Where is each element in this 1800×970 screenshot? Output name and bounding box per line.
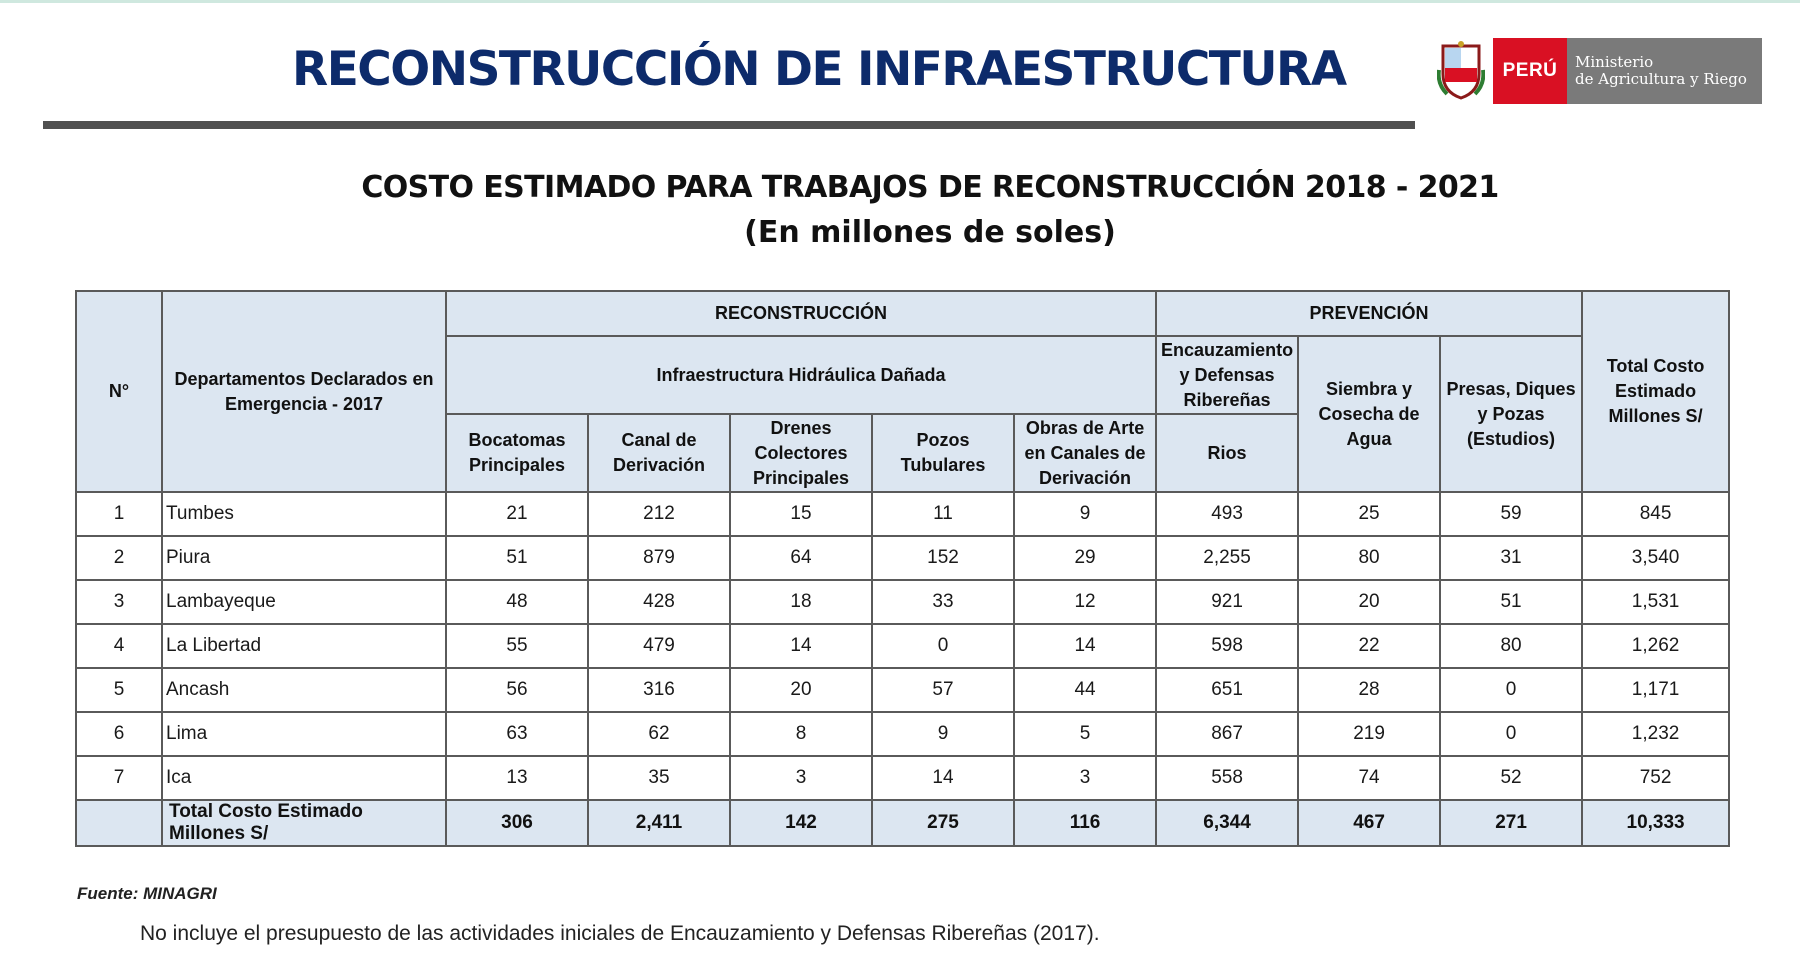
cell-obras: 14 xyxy=(1014,624,1156,668)
cell-rios: 598 xyxy=(1156,624,1298,668)
header-infra-hidraulica: Infraestructura Hidráulica Dañada xyxy=(446,336,1156,414)
cell-pozos: 33 xyxy=(872,580,1014,624)
cell-presas: 51 xyxy=(1440,580,1582,624)
header-drenes: Drenes Colectores Principales xyxy=(730,414,872,492)
total-siembra: 467 xyxy=(1298,800,1440,846)
table-row xyxy=(76,624,1729,668)
department-name: Ancash xyxy=(162,668,446,712)
page-title: RECONSTRUCCIÓN DE INFRAESTRUCTURA xyxy=(292,42,1346,97)
department-name: Lima xyxy=(162,712,446,756)
totals-label: Total Costo Estimado Millones S/ xyxy=(162,800,446,846)
table-title: COSTO ESTIMADO PARA TRABAJOS DE RECONSTRUCCIÓN 2018 - 2021 xyxy=(361,170,1499,205)
header-total: Total Costo Estimado Millones S/ xyxy=(1582,291,1729,492)
cell-pozos: 57 xyxy=(872,668,1014,712)
header-obras: Obras de Arte en Canales de Derivación xyxy=(1014,414,1156,492)
cell-pozos: 152 xyxy=(872,536,1014,580)
header-reconstruccion: RECONSTRUCCIÓN xyxy=(446,291,1156,336)
row-number: 2 xyxy=(76,536,162,580)
row-number: 1 xyxy=(76,492,162,536)
cell-pozos: 11 xyxy=(872,492,1014,536)
cell-total: 752 xyxy=(1582,756,1729,800)
cell-obras: 3 xyxy=(1014,756,1156,800)
cell-obras: 5 xyxy=(1014,712,1156,756)
peru-brand: PERÚ xyxy=(1493,38,1567,104)
cell-pozos: 9 xyxy=(872,712,1014,756)
cell-drenes: 15 xyxy=(730,492,872,536)
cell-canal: 62 xyxy=(588,712,730,756)
cell-bocatomas: 51 xyxy=(446,536,588,580)
cell-siembra: 22 xyxy=(1298,624,1440,668)
cell-presas: 59 xyxy=(1440,492,1582,536)
cell-siembra: 80 xyxy=(1298,536,1440,580)
total-obras: 116 xyxy=(1014,800,1156,846)
cell-obras: 44 xyxy=(1014,668,1156,712)
cell-rios: 867 xyxy=(1156,712,1298,756)
cell-total: 1,232 xyxy=(1582,712,1729,756)
cell-presas: 52 xyxy=(1440,756,1582,800)
cell-presas: 0 xyxy=(1440,712,1582,756)
row-number: 6 xyxy=(76,712,162,756)
cell-canal: 316 xyxy=(588,668,730,712)
header-presas: Presas, Diques y Pozas (Estudios) xyxy=(1440,336,1582,492)
cell-siembra: 25 xyxy=(1298,492,1440,536)
table-row xyxy=(76,756,1729,800)
cell-total: 845 xyxy=(1582,492,1729,536)
cell-canal: 879 xyxy=(588,536,730,580)
cell-obras: 9 xyxy=(1014,492,1156,536)
ministry-line-1: Ministerio xyxy=(1575,53,1654,71)
department-name: La Libertad xyxy=(162,624,446,668)
cell-bocatomas: 63 xyxy=(446,712,588,756)
cell-total: 1,531 xyxy=(1582,580,1729,624)
total-presas: 271 xyxy=(1440,800,1582,846)
cell-rios: 651 xyxy=(1156,668,1298,712)
cell-bocatomas: 48 xyxy=(446,580,588,624)
header-no: N° xyxy=(76,291,162,492)
row-number: 7 xyxy=(76,756,162,800)
cost-table xyxy=(75,290,1730,847)
total-rios: 6,344 xyxy=(1156,800,1298,846)
top-accent-line xyxy=(0,0,1800,3)
cell-total: 3,540 xyxy=(1582,536,1729,580)
cell-siembra: 20 xyxy=(1298,580,1440,624)
table-row xyxy=(76,580,1729,624)
table-row xyxy=(76,668,1729,712)
cell-canal: 479 xyxy=(588,624,730,668)
table-row xyxy=(76,492,1729,536)
cell-drenes: 8 xyxy=(730,712,872,756)
cell-siembra: 219 xyxy=(1298,712,1440,756)
cell-presas: 80 xyxy=(1440,624,1582,668)
coat-of-arms-icon xyxy=(1437,40,1485,102)
table-subtitle: (En millones de soles) xyxy=(744,215,1116,250)
cell-pozos: 14 xyxy=(872,756,1014,800)
header-canal: Canal de Derivación xyxy=(588,414,730,492)
total-drenes: 142 xyxy=(730,800,872,846)
header-bocatomas: Bocatomas Principales xyxy=(446,414,588,492)
total-pozos: 275 xyxy=(872,800,1014,846)
header-siembra: Siembra y Cosecha de Agua xyxy=(1298,336,1440,492)
cell-bocatomas: 21 xyxy=(446,492,588,536)
total-grand: 10,333 xyxy=(1582,800,1729,846)
cell-presas: 0 xyxy=(1440,668,1582,712)
header-rios: Rios xyxy=(1156,414,1298,492)
cell-siembra: 28 xyxy=(1298,668,1440,712)
cell-bocatomas: 13 xyxy=(446,756,588,800)
total-bocatomas: 306 xyxy=(446,800,588,846)
cell-drenes: 20 xyxy=(730,668,872,712)
cell-canal: 212 xyxy=(588,492,730,536)
title-divider xyxy=(43,121,1415,129)
cell-canal: 35 xyxy=(588,756,730,800)
ministry-line-2: de Agricultura y Riego xyxy=(1575,70,1747,88)
row-number: 3 xyxy=(76,580,162,624)
source-note: Fuente: MINAGRI xyxy=(77,884,217,903)
cell-total: 1,171 xyxy=(1582,668,1729,712)
cell-siembra: 74 xyxy=(1298,756,1440,800)
row-number: 4 xyxy=(76,624,162,668)
cell-presas: 31 xyxy=(1440,536,1582,580)
header-pozos: Pozos Tubulares xyxy=(872,414,1014,492)
cell-rios: 558 xyxy=(1156,756,1298,800)
row-number: 5 xyxy=(76,668,162,712)
cell-pozos: 0 xyxy=(872,624,1014,668)
cell-obras: 29 xyxy=(1014,536,1156,580)
cell-canal: 428 xyxy=(588,580,730,624)
cell-rios: 493 xyxy=(1156,492,1298,536)
department-name: Tumbes xyxy=(162,492,446,536)
ministry-logo xyxy=(1437,38,1762,104)
table-row xyxy=(76,712,1729,756)
header-departamentos: Departamentos Declarados en Emergencia - 2017 xyxy=(162,291,446,492)
header-prevencion: PREVENCIÓN xyxy=(1156,291,1582,336)
cell-drenes: 18 xyxy=(730,580,872,624)
cell-drenes: 64 xyxy=(730,536,872,580)
cell-obras: 12 xyxy=(1014,580,1156,624)
header-encauzamiento: Encauzamiento y Defensas Ribereñas xyxy=(1156,336,1298,414)
department-name: Piura xyxy=(162,536,446,580)
footnote: No incluye el presupuesto de las actividades iniciales de Encauzamiento y Defensas Ribereñas (2017). xyxy=(140,922,1100,945)
cell-drenes: 3 xyxy=(730,756,872,800)
totals-row xyxy=(76,800,1729,846)
department-name: Ica xyxy=(162,756,446,800)
ministry-name xyxy=(1567,38,1762,104)
cell-rios: 2,255 xyxy=(1156,536,1298,580)
department-name: Lambayeque xyxy=(162,580,446,624)
total-canal: 2,411 xyxy=(588,800,730,846)
cell-rios: 921 xyxy=(1156,580,1298,624)
totals-blank xyxy=(76,800,162,846)
cell-total: 1,262 xyxy=(1582,624,1729,668)
cell-bocatomas: 56 xyxy=(446,668,588,712)
cell-bocatomas: 55 xyxy=(446,624,588,668)
table-row xyxy=(76,536,1729,580)
cell-drenes: 14 xyxy=(730,624,872,668)
